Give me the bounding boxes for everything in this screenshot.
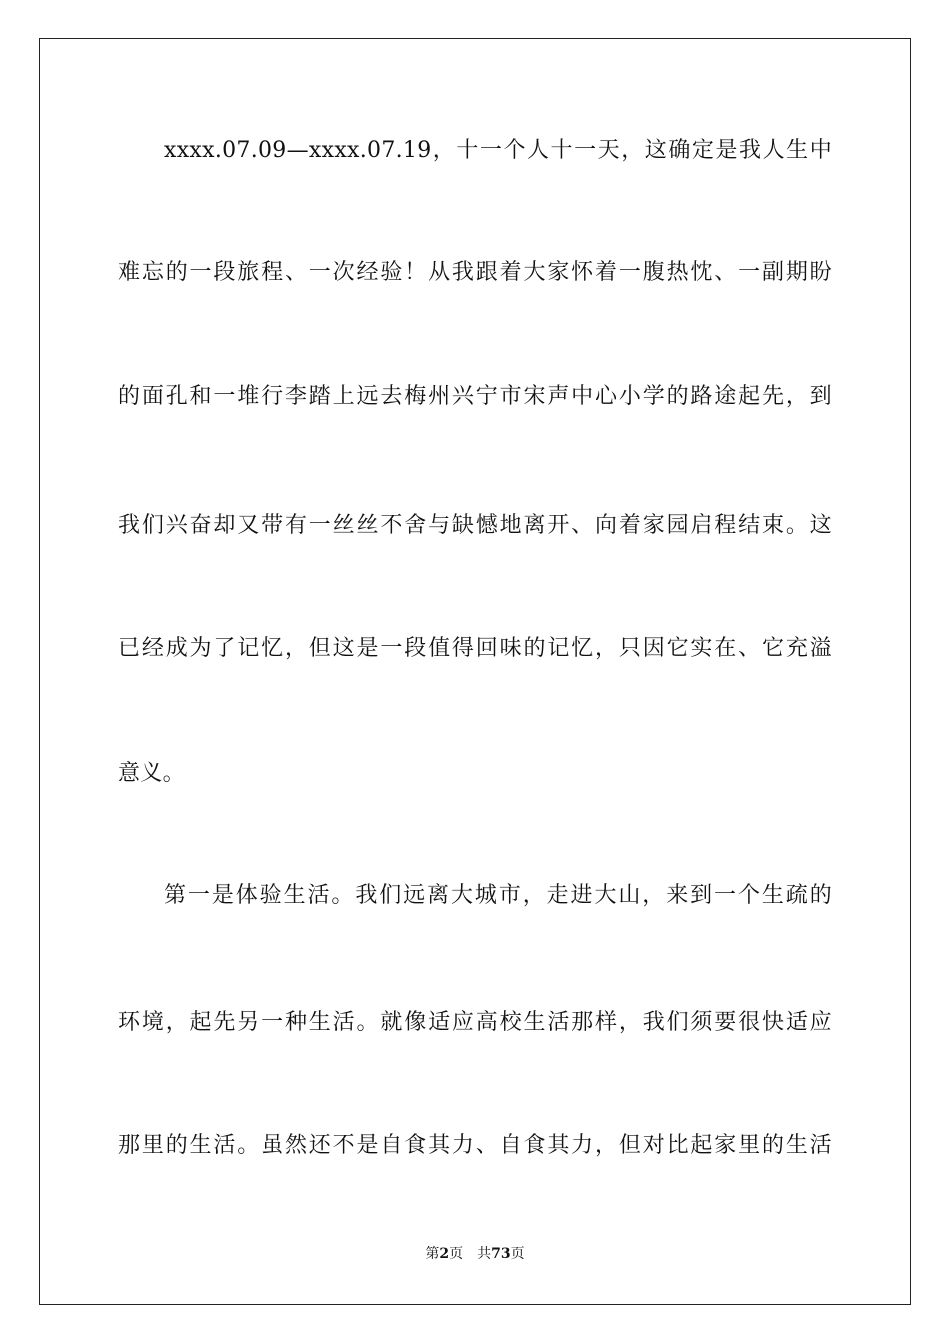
paragraph-2-line-2: 环境，起先另一种生活。就像适应高校生活那样，我们须要很快适应 (118, 1010, 832, 1035)
paragraph-1-line-5: 已经成为了记忆，但这是一段值得回味的记忆，只因它实在、它充溢 (118, 636, 832, 661)
page-border (39, 38, 911, 1305)
page-footer (0, 1244, 950, 1264)
footer-page-suffix: 页 (449, 1246, 464, 1262)
footer-total-number: 73 (491, 1246, 511, 1262)
footer-page-prefix: 第 (425, 1246, 440, 1262)
paragraph-1-line-4: 我们兴奋却又带有一丝丝不舍与缺憾地离开、向着家园启程结束。这 (118, 513, 832, 538)
paragraph-1-line-3: 的面孔和一堆行李踏上远去梅州兴宁市宋声中心小学的路途起先，到 (118, 384, 832, 409)
paragraph-1-line-1: xxxx.07.09—xxxx.07.19，十一个人十一天，这确定是我人生中 (164, 138, 832, 163)
footer-total-prefix: 共 (477, 1246, 492, 1262)
footer-total-suffix: 页 (510, 1246, 525, 1262)
footer-page-number: 2 (439, 1246, 450, 1262)
paragraph-2-line-3: 那里的生活。虽然还不是自食其力、自食其力，但对比起家里的生活 (118, 1133, 832, 1158)
paragraph-1-line-6: 意义。 (118, 761, 185, 786)
paragraph-1-line-2: 难忘的一段旅程、一次经验！从我跟着大家怀着一腹热忱、一副期盼 (118, 260, 832, 285)
paragraph-2-line-1: 第一是体验生活。我们远离大城市，走进大山，来到一个生疏的 (164, 883, 832, 908)
